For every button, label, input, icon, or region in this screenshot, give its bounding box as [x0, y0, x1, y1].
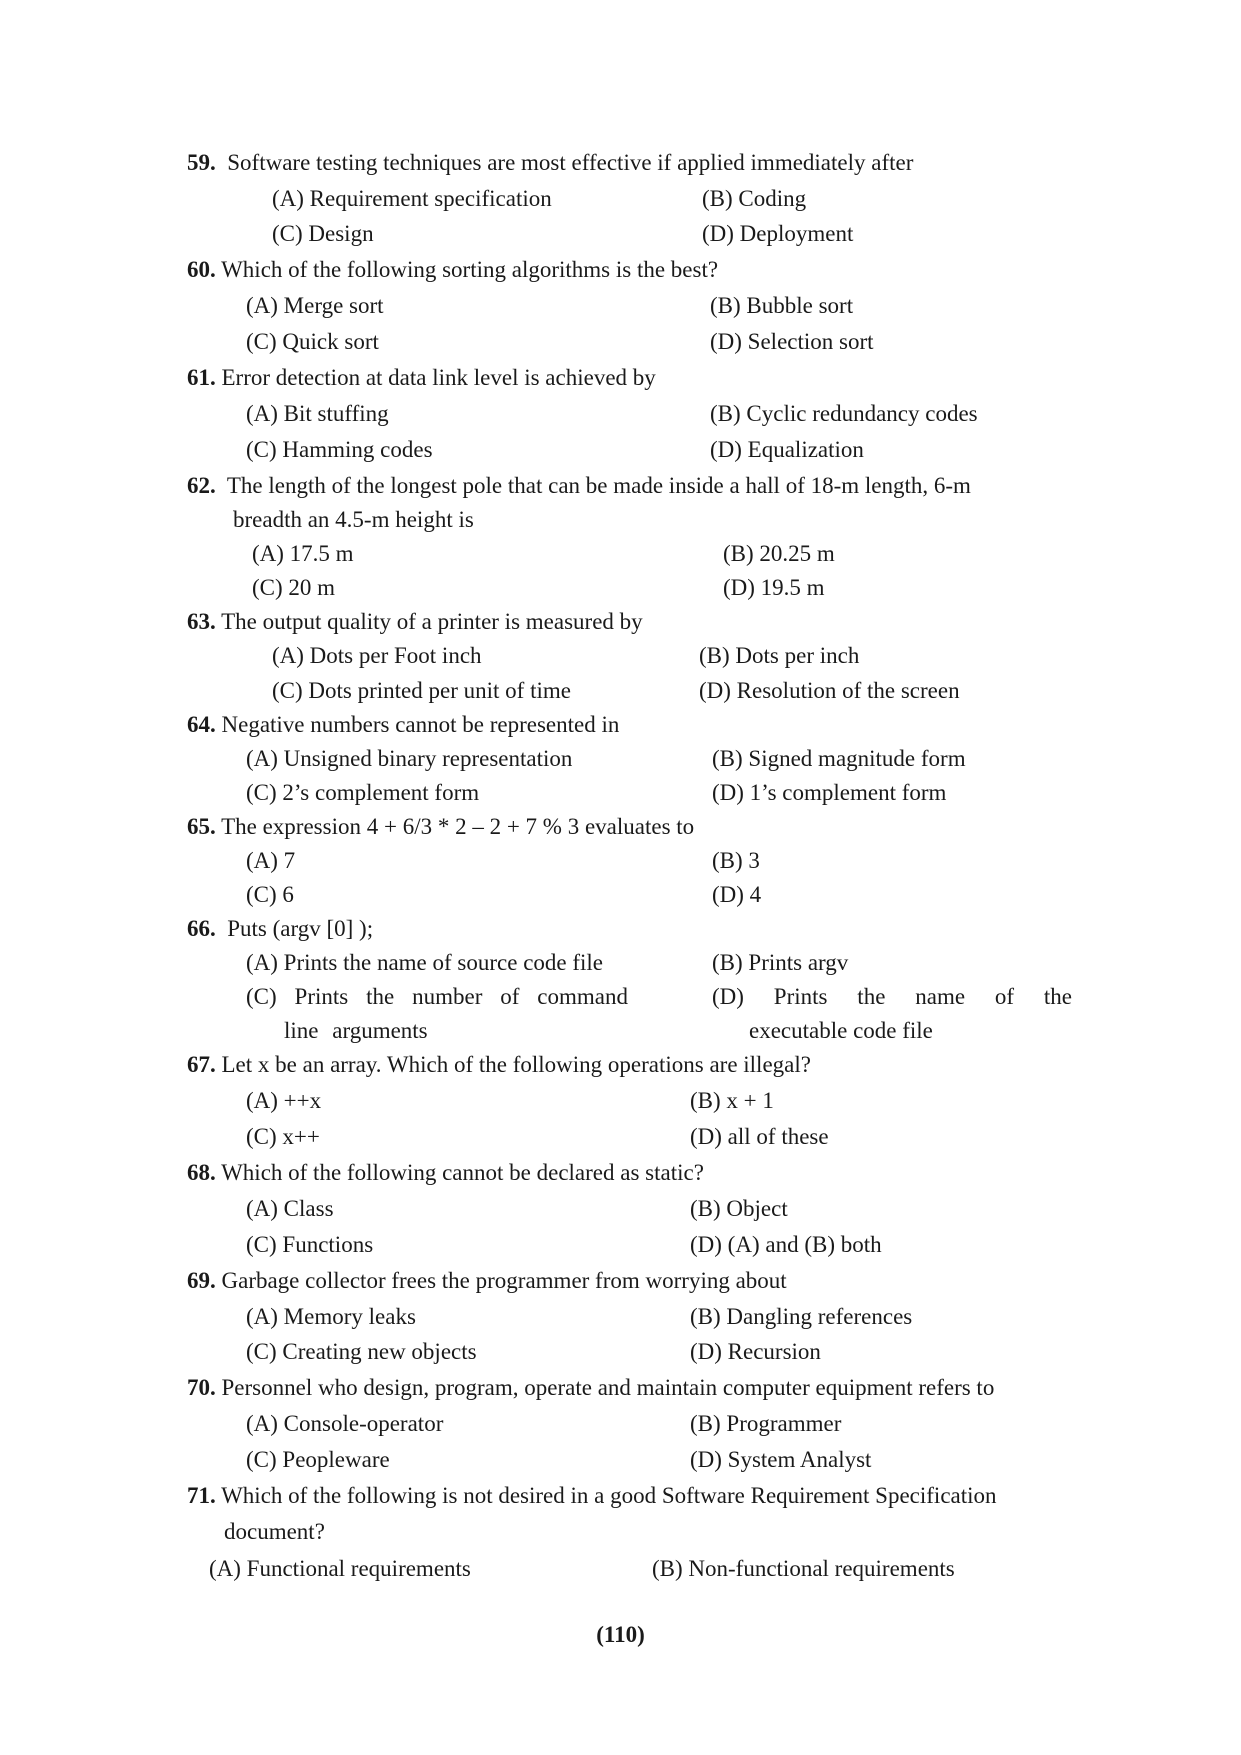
question-number: 66.: [187, 916, 216, 941]
option-a: (A) Merge sort: [246, 293, 384, 318]
question-text: The length of the longest pole that can be made inside a hall of 18-m length, 6-m: [226, 473, 971, 498]
question-number: 68.: [187, 1160, 216, 1185]
question-number: 61.: [187, 365, 216, 390]
question-number: 59.: [187, 150, 216, 175]
option-b: (B) Dots per inch: [699, 643, 860, 668]
question-65: [187, 815, 1087, 838]
option-d: (D) System Analyst: [690, 1447, 872, 1472]
option-d: (D) 19.5 m: [723, 575, 825, 600]
option-a: (A) Requirement specification: [272, 186, 552, 211]
question-number: 71.: [187, 1483, 216, 1508]
question-60: [187, 258, 1087, 281]
option-d: (D) Deployment: [702, 221, 854, 246]
option-a: (A) Memory leaks: [246, 1304, 416, 1329]
option-b: (B) 20.25 m: [723, 541, 835, 566]
question-70: [187, 1376, 1087, 1399]
option-d: (D) Equalization: [710, 437, 864, 462]
question-text: The output quality of a printer is measured by: [221, 609, 643, 634]
option-b: (B) Signed magnitude form: [712, 746, 966, 771]
option-d: (D) Prints the name of the: [712, 984, 1072, 1009]
question-number: 67.: [187, 1052, 216, 1077]
option-b: (B) Coding: [702, 186, 807, 211]
option-a: (A) Class: [246, 1196, 334, 1221]
question-62: [187, 474, 1083, 497]
option-b: (B) Dangling references: [690, 1304, 913, 1329]
option-a: (A) Console-operator: [246, 1411, 444, 1436]
option-b: (B) Programmer: [690, 1411, 842, 1436]
question-number: 69.: [187, 1268, 216, 1293]
question-text: Let x be an array. Which of the following operations are illegal?: [221, 1052, 811, 1077]
option-c: (C) Dots printed per unit of time: [272, 678, 571, 703]
question-66: [187, 917, 1087, 940]
question-text-line2: document?: [224, 1519, 325, 1544]
option-a: (A) Bit stuffing: [246, 401, 389, 426]
question-text: Software testing techniques are most effective if applied immediately after: [227, 150, 914, 175]
option-c-line2: line arguments: [284, 1018, 428, 1043]
question-67: [187, 1053, 1087, 1076]
option-b: (B) Non-functional requirements: [652, 1556, 955, 1581]
question-text: Which of the following is not desired in a good Software Requirement Specification: [221, 1483, 997, 1508]
option-b: (B) 3: [712, 848, 760, 873]
option-d: (D) all of these: [690, 1124, 829, 1149]
option-c: (C) Functions: [246, 1232, 374, 1257]
option-d: (D) 1’s complement form: [712, 780, 947, 805]
option-c: (C) Creating new objects: [246, 1339, 477, 1364]
question-text: Personnel who design, program, operate and maintain computer equipment refers to: [221, 1375, 995, 1400]
option-c: (C) 6: [246, 882, 294, 907]
question-number: 65.: [187, 814, 216, 839]
question-71: [187, 1484, 1087, 1507]
question-63: [187, 610, 1087, 633]
option-a: (A) Prints the name of source code file: [246, 950, 604, 975]
option-b: (B) Prints argv: [712, 950, 849, 975]
option-b: (B) Object: [690, 1196, 788, 1221]
option-d: (D) Selection sort: [710, 329, 874, 354]
option-d: (D) Recursion: [690, 1339, 821, 1364]
question-text: The expression 4 + 6/3 * 2 – 2 + 7 % 3 evaluates to: [221, 814, 695, 839]
question-text: Which of the following cannot be declared as static?: [221, 1160, 704, 1185]
question-number: 62.: [187, 473, 216, 498]
question-number: 63.: [187, 609, 216, 634]
question-text: Puts (argv [0] );: [227, 916, 374, 941]
option-b: (B) Cyclic redundancy codes: [710, 401, 978, 426]
page-number: (110): [596, 1622, 645, 1647]
question-59: [187, 151, 1087, 174]
option-c: (C) Prints the number of command: [246, 984, 628, 1009]
option-a: (A) Functional requirements: [209, 1556, 471, 1581]
question-61: [187, 366, 1087, 389]
option-c: (C) 20 m: [252, 575, 336, 600]
option-a: (A) 7: [246, 848, 296, 873]
option-a: (A) ++x: [246, 1088, 322, 1113]
question-number: 64.: [187, 712, 216, 737]
option-a: (A) Unsigned binary representation: [246, 746, 573, 771]
option-c: (C) Hamming codes: [246, 437, 433, 462]
option-b: (B) Bubble sort: [710, 293, 854, 318]
option-c: (C) Quick sort: [246, 329, 379, 354]
option-c: (C) 2’s complement form: [246, 780, 480, 805]
question-number: 70.: [187, 1375, 216, 1400]
question-69: [187, 1269, 1087, 1292]
option-b: (B) x + 1: [690, 1088, 774, 1113]
question-64: [187, 713, 1087, 736]
question-68: [187, 1161, 1087, 1184]
option-d: (D) Resolution of the screen: [699, 678, 960, 703]
option-c: (C) Design: [272, 221, 374, 246]
question-text: Negative numbers cannot be represented in: [221, 712, 620, 737]
question-text: Which of the following sorting algorithms is the best?: [221, 257, 719, 282]
question-text: Garbage collector frees the programmer from worrying about: [221, 1268, 787, 1293]
option-a: (A) Dots per Foot inch: [272, 643, 482, 668]
option-c: (C) x++: [246, 1124, 320, 1149]
option-c: (C) Peopleware: [246, 1447, 390, 1472]
question-number: 60.: [187, 257, 216, 282]
option-d: (D) 4: [712, 882, 762, 907]
option-a: (A) 17.5 m: [252, 541, 354, 566]
question-text-line2: breadth an 4.5-m height is: [233, 507, 474, 532]
option-d-line2: executable code file: [749, 1018, 933, 1043]
option-d: (D) (A) and (B) both: [690, 1232, 882, 1257]
question-text: Error detection at data link level is achieved by: [221, 365, 656, 390]
